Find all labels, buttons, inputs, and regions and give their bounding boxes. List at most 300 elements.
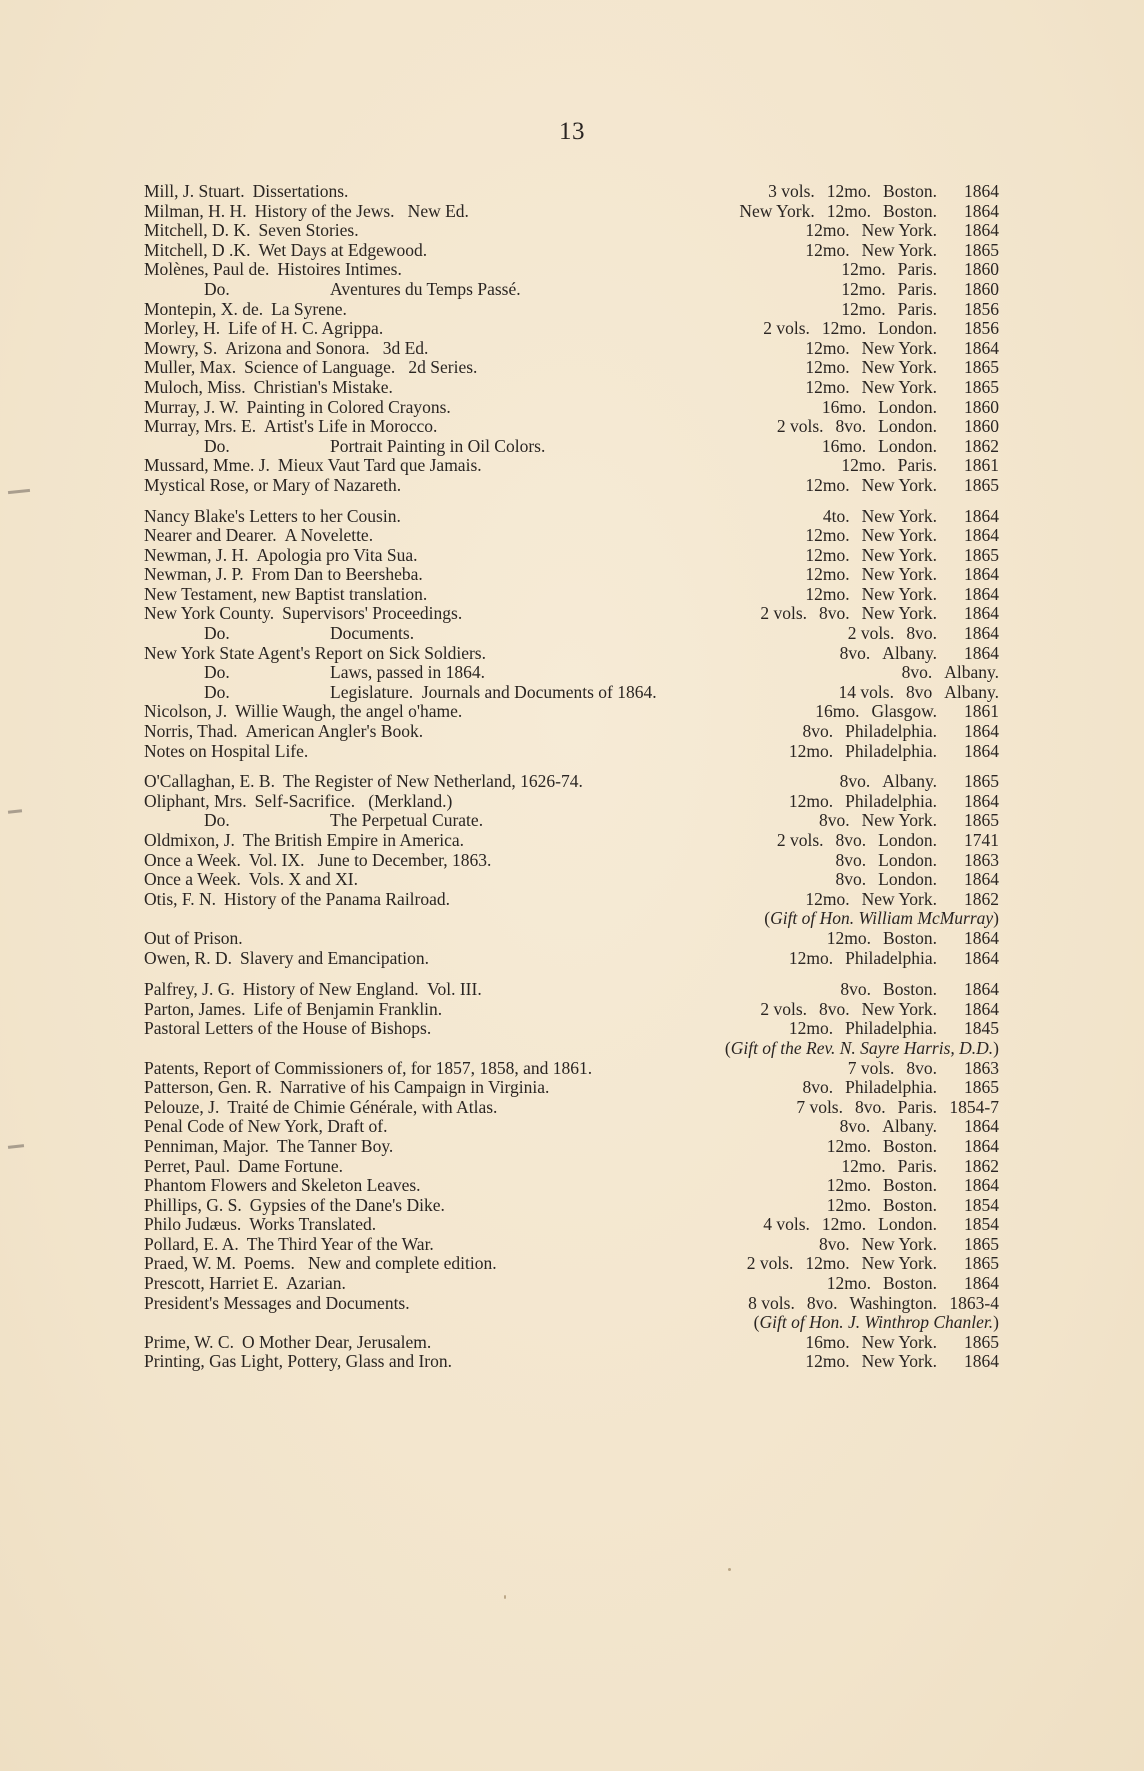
catalog-entry bbox=[144, 456, 999, 476]
entry-year: 1854 bbox=[964, 1194, 999, 1215]
entry-imprint bbox=[836, 1059, 999, 1079]
entry-place: 8vo. bbox=[906, 1057, 937, 1078]
entry-imprint bbox=[756, 182, 999, 202]
catalog-listing bbox=[144, 182, 999, 1372]
entry-title: The British Empire in America. bbox=[242, 830, 465, 850]
gift-note bbox=[144, 1039, 999, 1059]
entry-imprint bbox=[828, 1117, 999, 1137]
entry-description bbox=[144, 1000, 442, 1020]
entry-imprint bbox=[793, 526, 999, 546]
entry-format: 12mo. bbox=[805, 1351, 850, 1372]
catalog-entry bbox=[144, 1352, 999, 1372]
entry-format: 12mo. bbox=[805, 220, 850, 241]
catalog-entry bbox=[144, 702, 999, 722]
entry-place: Boston. bbox=[883, 200, 937, 221]
entry-imprint bbox=[765, 417, 999, 437]
entry-place: New York. bbox=[861, 998, 937, 1019]
entry-title: Traité de Chimie Générale, with Atlas. bbox=[227, 1096, 498, 1117]
entry-description bbox=[144, 1019, 431, 1039]
entry-imprint bbox=[815, 929, 999, 949]
entry-description bbox=[144, 1352, 452, 1372]
entry-year: 1863 bbox=[964, 849, 999, 870]
entry-imprint bbox=[807, 1235, 999, 1255]
entry-imprint bbox=[793, 585, 999, 605]
catalog-entry bbox=[144, 742, 999, 762]
entry-place: New York. bbox=[861, 337, 937, 358]
entry-place: New York. bbox=[861, 525, 937, 546]
entry-author: Printing, Gas Light, Pottery, Glass and Iron. bbox=[144, 1351, 453, 1372]
entry-year: 1864 bbox=[964, 505, 999, 526]
entry-imprint bbox=[836, 624, 999, 644]
entry-year: 1854-7 bbox=[949, 1096, 999, 1117]
entry-place: Boston. bbox=[883, 1175, 937, 1196]
entry-description bbox=[144, 398, 451, 418]
entry-place: Boston. bbox=[883, 927, 937, 948]
entry-author: Norris, Thad. bbox=[144, 721, 238, 742]
entry-year: 1860 bbox=[964, 396, 999, 417]
entry-place: Philadelphia. bbox=[845, 721, 937, 742]
entry-imprint bbox=[829, 280, 999, 300]
catalog-entry bbox=[144, 1294, 999, 1314]
entry-place: London. bbox=[878, 1214, 937, 1235]
entry-format: 12mo. bbox=[826, 1273, 872, 1294]
entry-description bbox=[144, 182, 348, 202]
entry-author: Newman, J. P. bbox=[144, 564, 244, 585]
entry-year: 1864 bbox=[964, 1135, 999, 1156]
entry-description bbox=[144, 1235, 434, 1255]
entry-place: New York. bbox=[861, 1253, 937, 1274]
entry-title: Wet Days at Edgewood. bbox=[258, 239, 428, 260]
entry-author: New Testament, new Baptist translation. bbox=[144, 583, 428, 604]
entry-place: New York. bbox=[861, 603, 937, 624]
entry-format: 8vo. bbox=[835, 849, 867, 870]
entry-year: 1864 bbox=[964, 583, 999, 604]
entry-format: 12mo. bbox=[826, 927, 872, 948]
entry-place: Paris. bbox=[897, 455, 937, 476]
entry-format: 12mo. bbox=[821, 1214, 867, 1235]
catalog-entry bbox=[144, 1274, 999, 1294]
catalog-entry bbox=[144, 221, 999, 241]
entry-title: Gypsies of the Dane's Dike. bbox=[249, 1194, 445, 1215]
paren-open: ( bbox=[724, 1037, 731, 1058]
entry-title: Science of Language. 2d Series. bbox=[244, 357, 478, 378]
entry-imprint bbox=[815, 1274, 999, 1294]
entry-place: London. bbox=[878, 318, 937, 339]
entry-place: Philadelphia. bbox=[845, 740, 937, 761]
entry-description bbox=[144, 241, 427, 261]
entry-year: 1862 bbox=[964, 1155, 999, 1176]
entry-author: Muloch, Miss. bbox=[144, 376, 246, 397]
entry-place: Albany. bbox=[882, 642, 937, 663]
entry-place: Philadelphia. bbox=[845, 1077, 937, 1098]
entry-author: Mill, J. Stuart. bbox=[144, 181, 245, 201]
entry-year: 1864 bbox=[964, 564, 999, 585]
entry-title: Supervisors' Proceedings. bbox=[282, 603, 463, 624]
catalog-entry bbox=[144, 280, 999, 300]
entry-description bbox=[144, 507, 401, 527]
entry-place: 8vo. bbox=[901, 662, 933, 683]
catalog-entry bbox=[144, 929, 999, 949]
entry-imprint bbox=[815, 1137, 999, 1157]
entry-author: Newman, J. H. bbox=[144, 544, 249, 565]
entry-year: 1864 bbox=[964, 721, 999, 742]
entry-format: 8vo. bbox=[855, 1096, 886, 1117]
catalog-entry bbox=[144, 663, 999, 683]
entry-year: 1861 bbox=[964, 455, 999, 476]
entry-format: 12mo. bbox=[826, 1135, 872, 1156]
entry-place: New York. bbox=[861, 474, 937, 495]
entry-year: 1862 bbox=[964, 435, 999, 456]
paren-open: ( bbox=[753, 1312, 760, 1333]
entry-imprint bbox=[736, 1294, 999, 1314]
entry-imprint bbox=[793, 476, 999, 496]
catalog-entry bbox=[144, 624, 999, 644]
entry-format: 16mo. bbox=[805, 1331, 850, 1352]
entry-format: 12mo. bbox=[841, 455, 886, 476]
entry-imprint bbox=[828, 980, 999, 1000]
entry-author: Oliphant, Mrs. bbox=[144, 790, 247, 811]
entry-author: Nicolson, J. bbox=[144, 701, 228, 722]
entry-place: London. bbox=[878, 416, 937, 437]
entry-imprint bbox=[777, 949, 999, 969]
entry-imprint bbox=[815, 1176, 999, 1196]
entry-description bbox=[144, 604, 462, 624]
margin-mark bbox=[8, 809, 22, 813]
entry-place: New York. bbox=[861, 357, 937, 378]
entry-year: 1864 bbox=[964, 220, 999, 241]
entry-place: Philadelphia. bbox=[845, 947, 937, 968]
entry-place: 8vo. bbox=[906, 623, 937, 644]
paren-open: ( bbox=[764, 908, 771, 929]
gift-note bbox=[144, 909, 999, 929]
catalog-entry bbox=[144, 398, 999, 418]
entry-imprint bbox=[751, 1215, 999, 1235]
entry-imprint bbox=[777, 1019, 999, 1039]
entry-place: Paris. bbox=[897, 1155, 937, 1176]
entry-author: Pelouze, J. bbox=[144, 1096, 220, 1117]
catalog-entry bbox=[144, 1078, 999, 1098]
margin-mark bbox=[8, 1144, 24, 1149]
entry-year: 1865 bbox=[964, 239, 999, 260]
entry-imprint bbox=[793, 339, 999, 359]
entry-author: Out of Prison. bbox=[144, 927, 243, 948]
entry-year: 1845 bbox=[964, 1018, 999, 1039]
entry-description bbox=[144, 1294, 410, 1314]
entry-format: 12mo. bbox=[841, 298, 886, 319]
catalog-entry bbox=[144, 1098, 999, 1118]
entry-year: 1864 bbox=[964, 740, 999, 761]
entry-vols: 2 vols. bbox=[760, 603, 808, 624]
entry-imprint bbox=[815, 1196, 999, 1216]
entry-imprint bbox=[828, 644, 999, 664]
entry-title: The Tanner Boy. bbox=[276, 1135, 394, 1156]
catalog-entry bbox=[144, 507, 999, 527]
entry-description bbox=[144, 1059, 592, 1079]
entry-place: New York. bbox=[861, 220, 937, 241]
page-number: 13 bbox=[559, 118, 585, 145]
entry-title: Vol. IX. June to December, 1863. bbox=[248, 849, 492, 870]
paper-speck bbox=[728, 1568, 731, 1571]
entry-format: 8vo. bbox=[839, 771, 871, 792]
entry-description bbox=[144, 456, 482, 476]
entry-imprint bbox=[748, 1000, 999, 1020]
entry-title: Works Translated. bbox=[249, 1214, 377, 1235]
entry-format: 12mo. bbox=[788, 740, 834, 761]
entry-year: 1865 bbox=[964, 544, 999, 565]
entry-description bbox=[144, 280, 521, 300]
entry-description bbox=[144, 260, 402, 280]
entry-imprint bbox=[793, 378, 999, 398]
entry-description bbox=[144, 742, 308, 762]
catalog-entry bbox=[144, 565, 999, 585]
entry-author: Morley, H. bbox=[144, 318, 221, 339]
catalog-entry bbox=[144, 1059, 999, 1079]
entry-format: 12mo. bbox=[805, 564, 850, 585]
entry-imprint bbox=[793, 890, 999, 910]
entry-title: Mieux Vaut Tard que Jamais. bbox=[277, 455, 482, 476]
catalog-entry bbox=[144, 1117, 999, 1137]
entry-title: Legislature. Journals and Documents of 1864. bbox=[330, 681, 657, 702]
entry-year: 1865 bbox=[964, 771, 999, 792]
entry-description bbox=[144, 221, 359, 241]
entry-format: 8vo. bbox=[819, 810, 850, 831]
entry-imprint bbox=[793, 1333, 999, 1353]
entry-vols: 3 vols. bbox=[768, 181, 815, 201]
entry-author: Once a Week. bbox=[144, 849, 241, 870]
entry-imprint bbox=[791, 1078, 999, 1098]
catalog-entry bbox=[144, 980, 999, 1000]
section-m bbox=[144, 182, 999, 496]
entry-description bbox=[144, 870, 358, 890]
entry-author: Phillips, G. S. bbox=[144, 1194, 242, 1215]
entry-description bbox=[144, 1254, 497, 1274]
entry-place: London. bbox=[878, 435, 937, 456]
catalog-entry bbox=[144, 526, 999, 546]
entry-author: Mitchell, D .K. bbox=[144, 239, 251, 260]
entry-format: 2 vols. bbox=[847, 623, 895, 644]
entry-author: Montepin, X. de. bbox=[144, 298, 264, 319]
entry-format: 14 vols. bbox=[838, 681, 894, 702]
entry-format: 16mo. bbox=[821, 435, 867, 456]
entry-place: Boston. bbox=[883, 1273, 937, 1294]
catalog-entry bbox=[144, 831, 999, 851]
entry-imprint bbox=[727, 202, 999, 222]
entry-imprint bbox=[807, 811, 999, 831]
entry-vols: 8 vols. bbox=[748, 1292, 795, 1313]
margin-mark bbox=[8, 489, 30, 494]
entry-title: La Syrene. bbox=[271, 298, 347, 319]
entry-vols: 4 vols. bbox=[763, 1214, 810, 1235]
entry-description bbox=[144, 644, 486, 664]
catalog-entry bbox=[144, 604, 999, 624]
entry-description bbox=[144, 1117, 388, 1137]
entry-description bbox=[144, 202, 469, 222]
entry-place: 8vo bbox=[905, 681, 933, 702]
entry-imprint bbox=[828, 772, 999, 792]
entry-author: Patents, Report of Commissioners of, for 1857, 1858, and 1861. bbox=[144, 1057, 593, 1078]
entry-imprint bbox=[793, 1352, 999, 1372]
catalog-entry bbox=[144, 949, 999, 969]
entry-author: Otis, F. N. bbox=[144, 888, 217, 909]
entry-format: 12mo. bbox=[805, 474, 850, 495]
entry-place: Paris. bbox=[897, 278, 937, 299]
entry-year: 1864 bbox=[964, 927, 999, 948]
entry-year: 1864 bbox=[964, 1351, 999, 1372]
entry-format: 8vo. bbox=[802, 721, 834, 742]
entry-year: 1864 bbox=[964, 181, 999, 201]
entry-title: A Novelette. bbox=[284, 525, 374, 546]
entry-description bbox=[144, 1176, 421, 1196]
entry-title: Arizona and Sonora. 3d Ed. bbox=[225, 337, 429, 358]
entry-description bbox=[144, 546, 417, 566]
entry-author: Notes on Hospital Life. bbox=[144, 740, 309, 761]
entry-title: Apologia pro Vita Sua. bbox=[256, 544, 418, 565]
entry-author: O'Callaghan, E. B. bbox=[144, 771, 275, 792]
catalog-entry bbox=[144, 772, 999, 792]
entry-description bbox=[144, 624, 414, 644]
entry-title: Painting in Colored Crayons. bbox=[246, 396, 451, 417]
entry-author: Nearer and Dearer. bbox=[144, 525, 277, 546]
gift-text: Gift of Hon. J. Winthrop Chanler. bbox=[759, 1312, 994, 1333]
catalog-entry bbox=[144, 319, 999, 339]
entry-description bbox=[144, 300, 347, 320]
catalog-entry bbox=[144, 722, 999, 742]
entry-author: Mussard, Mme. J. bbox=[144, 455, 270, 476]
entry-year: 1864 bbox=[964, 200, 999, 221]
entry-description bbox=[144, 929, 243, 949]
entry-title: Histoires Intimes. bbox=[277, 259, 402, 280]
entry-year: 1865 bbox=[964, 474, 999, 495]
entry-vols: 2 vols. bbox=[763, 318, 810, 339]
entry-year: 1863 bbox=[964, 1057, 999, 1078]
entry-imprint bbox=[793, 565, 999, 585]
section-o bbox=[144, 772, 999, 968]
entry-place: Paris. bbox=[897, 1096, 937, 1117]
entry-author: Muller, Max. bbox=[144, 357, 237, 378]
entry-format: 12mo. bbox=[826, 181, 872, 201]
catalog-entry bbox=[144, 644, 999, 664]
entry-place: Philadelphia. bbox=[845, 1018, 937, 1039]
entry-format: 8vo. bbox=[839, 1116, 871, 1137]
entry-year: 1864 bbox=[964, 1116, 999, 1137]
catalog-entry bbox=[144, 358, 999, 378]
entry-description bbox=[144, 1215, 376, 1235]
entry-imprint bbox=[811, 507, 999, 527]
entry-format: 12mo. bbox=[826, 1175, 872, 1196]
entry-format: 12mo. bbox=[805, 357, 850, 378]
entry-title: History of the Jews. New Ed. bbox=[254, 200, 469, 221]
entry-year: 1865 bbox=[964, 1233, 999, 1254]
entry-description bbox=[144, 1157, 343, 1177]
entry-description bbox=[144, 339, 428, 359]
entry-description bbox=[144, 437, 545, 457]
entry-author: President's Messages and Documents. bbox=[144, 1292, 410, 1313]
catalog-entry bbox=[144, 811, 999, 831]
entry-author: Owen, R. D. bbox=[144, 947, 232, 968]
entry-description bbox=[144, 702, 462, 722]
entry-format: 12mo. bbox=[788, 947, 834, 968]
entry-title: The Perpetual Curate. bbox=[330, 810, 484, 831]
entry-place: New York. bbox=[861, 505, 937, 526]
entry-author: Praed, W. M. bbox=[144, 1253, 236, 1274]
entry-imprint bbox=[793, 241, 999, 261]
entry-title: Life of H. C. Agrippa. bbox=[228, 318, 384, 339]
catalog-entry bbox=[144, 683, 999, 703]
catalog-entry bbox=[144, 339, 999, 359]
entry-title: From Dan to Beersheba. bbox=[251, 564, 423, 585]
entry-place: New York. bbox=[861, 1351, 937, 1372]
entry-title: Artist's Life in Morocco. bbox=[264, 416, 438, 437]
catalog-entry bbox=[144, 300, 999, 320]
entry-format: 8vo. bbox=[802, 1077, 834, 1098]
entry-title: The Third Year of the War. bbox=[246, 1233, 434, 1254]
entry-title: Willie Waugh, the angel o'hame. bbox=[235, 701, 463, 722]
entry-year: 1864 bbox=[964, 1175, 999, 1196]
gift-text: Gift of the Rev. N. Sayre Harris, D.D. bbox=[730, 1037, 994, 1058]
section-p bbox=[144, 980, 999, 1372]
entry-place: New York. bbox=[861, 376, 937, 397]
entry-imprint bbox=[777, 742, 999, 762]
entry-description bbox=[144, 319, 383, 339]
entry-title: Christian's Mistake. bbox=[253, 376, 393, 397]
entry-place: New York. bbox=[861, 1331, 937, 1352]
entry-place: Boston. bbox=[883, 1135, 937, 1156]
catalog-entry bbox=[144, 182, 999, 202]
entry-year: 1864 bbox=[964, 337, 999, 358]
entry-description bbox=[144, 811, 483, 831]
entry-year: 1856 bbox=[964, 298, 999, 319]
entry-place: Albany. bbox=[882, 771, 937, 792]
ditto-mark: Do. bbox=[204, 278, 230, 299]
entry-imprint bbox=[765, 831, 999, 851]
ditto-mark: Do. bbox=[204, 623, 230, 644]
catalog-entry bbox=[144, 546, 999, 566]
entry-author: Milman, H. H. bbox=[144, 200, 247, 221]
entry-place: Boston. bbox=[883, 1194, 937, 1215]
entry-title: Azarian. bbox=[286, 1273, 346, 1294]
entry-author: Prime, W. C. bbox=[144, 1331, 234, 1352]
entry-author: Patterson, Gen. R. bbox=[144, 1077, 272, 1098]
entry-format: 8vo. bbox=[819, 603, 850, 624]
entry-format: 8vo. bbox=[819, 998, 850, 1019]
entry-place: New York. bbox=[861, 1233, 937, 1254]
entry-author: Penal Code of New York, Draft of. bbox=[144, 1116, 388, 1137]
entry-imprint bbox=[748, 604, 999, 624]
entry-title: Slavery and Emancipation. bbox=[239, 947, 430, 968]
catalog-entry bbox=[144, 437, 999, 457]
entry-year: 1864 bbox=[964, 603, 999, 624]
entry-title: History of New England. Vol. III. bbox=[242, 979, 482, 1000]
entry-title: Dame Fortune. bbox=[238, 1155, 344, 1176]
entry-description bbox=[144, 722, 423, 742]
entry-author: Parton, James. bbox=[144, 998, 246, 1019]
entry-place: New York. bbox=[861, 810, 937, 831]
entry-description bbox=[144, 980, 482, 1000]
entry-description bbox=[144, 663, 485, 683]
entry-author: Once a Week. bbox=[144, 869, 241, 890]
entry-imprint bbox=[890, 663, 999, 683]
entry-author: Palfrey, J. G. bbox=[144, 979, 235, 1000]
entry-description bbox=[144, 1098, 497, 1118]
entry-description bbox=[144, 1137, 393, 1157]
entry-author: Perret, Paul. bbox=[144, 1155, 231, 1176]
entry-description bbox=[144, 1196, 445, 1216]
entry-description bbox=[144, 772, 583, 792]
entry-title: Narrative of his Campaign in Virginia. bbox=[279, 1077, 550, 1098]
entry-description bbox=[144, 526, 373, 546]
entry-author: Pollard, E. A. bbox=[144, 1233, 239, 1254]
entry-format: 12mo. bbox=[788, 1018, 834, 1039]
